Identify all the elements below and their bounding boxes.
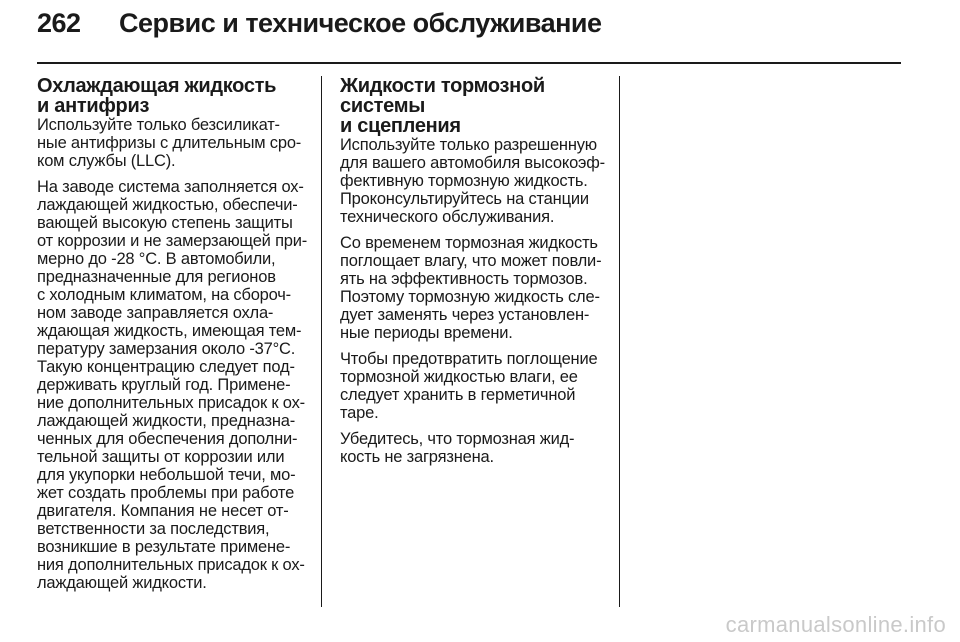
text-line: ять на эффективность тормозов. — [340, 270, 588, 288]
text-line: лаждающей жидкости, предназна- — [37, 412, 296, 430]
text-line: для укупорки небольшой течи, мо- — [37, 466, 296, 484]
paragraph — [37, 116, 312, 170]
text-line: ном заводе заправляется охла- — [37, 304, 274, 322]
paragraph — [37, 178, 312, 592]
text-line: тельной защиты от коррозии или — [37, 448, 285, 466]
text-line: жет создать проблемы при работе — [37, 484, 295, 502]
text-line: Используйте только безсиликат- — [37, 116, 280, 134]
paragraph — [340, 234, 610, 342]
watermark: carmanualsonline.info — [725, 612, 946, 637]
text-line: лаждающей жидкости. — [37, 574, 207, 592]
section-heading — [340, 76, 610, 136]
text-line: предназначенные для регионов — [37, 268, 276, 286]
text-line: для вашего автомобиля высокоэф- — [340, 154, 605, 172]
section-body — [37, 116, 312, 592]
text-line: ком службы (LLC). — [37, 152, 176, 170]
heading-line: и сцепления — [340, 115, 461, 137]
text-line: кость не загрязнена. — [340, 448, 494, 466]
section-heading — [37, 76, 312, 116]
text-line: ния дополнительных присадок к ох- — [37, 556, 305, 574]
text-line: возникшие в результате примене- — [37, 538, 291, 556]
text-line: мерно до -28 °C. В автомобили, — [37, 250, 276, 268]
header-rule — [37, 62, 901, 64]
paragraph — [340, 350, 610, 422]
text-line: тормозной жидкостью влаги, ее — [340, 368, 578, 386]
text-line: с холодным климатом, на сбороч- — [37, 286, 291, 304]
text-line: На заводе система заполняется ох- — [37, 178, 304, 196]
text-line: Используйте только разрешенную — [340, 136, 597, 154]
page-header-title: Сервис и техническое обслуживание — [119, 8, 602, 38]
text-line: ждающая жидкость, имеющая тем- — [37, 322, 302, 340]
text-line: Поэтому тормозную жидкость сле- — [340, 288, 600, 306]
text-line: ветственности за последствия, — [37, 520, 270, 538]
page-number: 262 — [37, 8, 81, 38]
text-line: ные периоды времени. — [340, 324, 513, 342]
heading-line: и антифриз — [37, 95, 150, 117]
text-line: ные антифризы с длительным сро- — [37, 134, 302, 152]
text-line: дует заменять через установлен- — [340, 306, 590, 324]
text-line: поглощает влагу, что может повли- — [340, 252, 602, 270]
text-line: пературу замерзания около -37°C. — [37, 340, 296, 358]
heading-line: Охлаждающая жидкость — [37, 75, 277, 97]
text-line: Проконсультируйтесь на станции — [340, 190, 589, 208]
heading-line: Жидкости тормозной системы — [340, 75, 545, 117]
text-line: от коррозии и не замерзающей при- — [37, 232, 308, 250]
text-line: держивать круглый год. Примене- — [37, 376, 291, 394]
column-divider — [321, 76, 322, 607]
paragraph — [340, 136, 610, 226]
text-line: лаждающей жидкостью, обеспечи- — [37, 196, 298, 214]
text-line: двигателя. Компания не несет от- — [37, 502, 289, 520]
section-brake-fluid — [340, 76, 610, 466]
text-line: вающей высокую степень защиты — [37, 214, 293, 232]
text-line: Такую концентрацию следует под- — [37, 358, 295, 376]
section-coolant — [37, 76, 312, 592]
section-body — [340, 136, 610, 466]
text-line: таре. — [340, 404, 379, 422]
text-line: фективную тормозную жидкость. — [340, 172, 588, 190]
text-line: следует хранить в герметичной — [340, 386, 576, 404]
text-line: Со временем тормозная жидкость — [340, 234, 598, 252]
text-line: Убедитесь, что тормозная жид- — [340, 430, 575, 448]
text-line: Чтобы предотвратить поглощение — [340, 350, 598, 368]
paragraph — [340, 430, 610, 466]
text-line: ченных для обеспечения дополни- — [37, 430, 298, 448]
text-line: технического обслуживания. — [340, 208, 555, 226]
text-line: ние дополнительных присадок к ох- — [37, 394, 305, 412]
column-divider — [619, 76, 620, 607]
